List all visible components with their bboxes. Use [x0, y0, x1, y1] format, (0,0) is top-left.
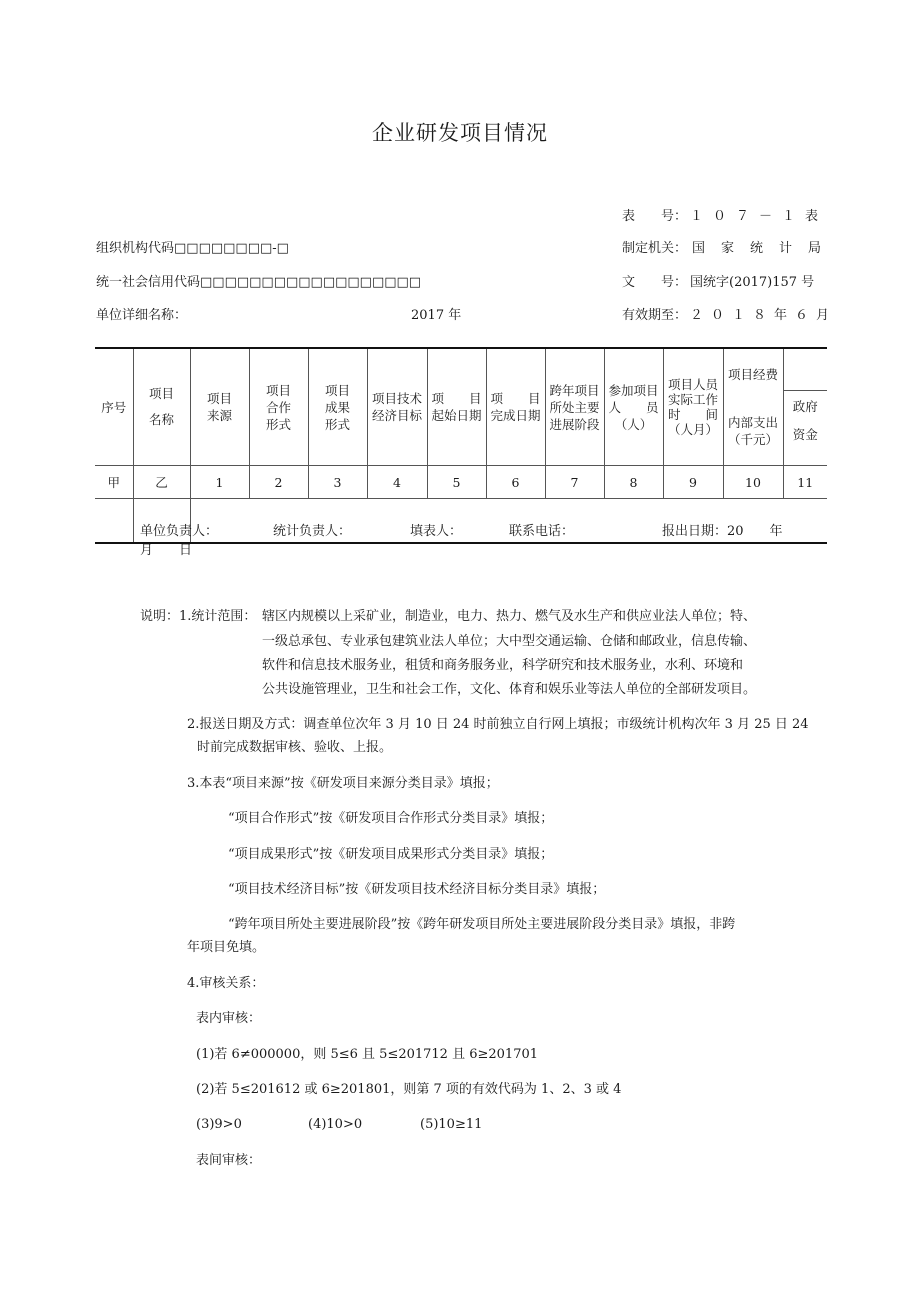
note-1-label: 说明：1.统计范围：	[140, 609, 257, 624]
note-2-line: 2.报送日期及方式：调查单位次年 3 月 10 日 24 时前独立自行网上填报；市级统计机构次年 3 月 25 日 24	[187, 717, 809, 732]
authority-value: 国家统计局	[692, 241, 838, 256]
index-cell: 2	[249, 466, 308, 499]
index-cell: 4	[367, 466, 427, 499]
check-rule-1: (1)若 6≠000000，则 5≤6 且 5≤201712 且 6≥201701	[196, 1047, 539, 1062]
unit-name-label: 单位详细名称：	[96, 308, 188, 323]
note-3-line: 3.本表“项目来源”按《研发项目来源分类目录》填报；	[187, 776, 499, 791]
form-number-value: １０７－１表	[690, 209, 829, 224]
rd-project-table	[95, 347, 827, 544]
index-cell: 8	[604, 466, 663, 499]
report-date-label: 报出日期：20 年	[662, 524, 783, 539]
authority-label: 制定机关：	[622, 241, 688, 256]
note-2-line: 时前完成数据审核、验收、上报。	[197, 740, 393, 755]
note-1-line: 一级总承包、专业承包建筑业法人单位；大中型交通运输、仓储和邮政业，信息传输、	[262, 634, 757, 649]
col-header-end-date: 项 目 完成日期	[486, 348, 545, 466]
note-1-line: 软件和信息技术服务业，租赁和商务服务业，科学研究和技术服务业，水利、环境和	[262, 658, 744, 673]
inner-check-label: 表内审核：	[196, 1011, 262, 1026]
credit-code: 统一社会信用代码□□□□□□□□□□□□□□□□□□	[96, 275, 422, 290]
index-cell: 7	[545, 466, 604, 499]
index-row	[95, 466, 827, 499]
note-3-line: “项目成果形式”按《研发项目成果形式分类目录》填报；	[228, 847, 554, 862]
filler-label: 填表人：	[410, 524, 463, 539]
valid-until-value: ２０１８年６月	[690, 308, 838, 323]
check-rule-2: (2)若 5≤201612 或 6≥201801，则第 7 项的有效代码为 1、2、3 或 4	[196, 1082, 622, 1097]
index-cell: 乙	[133, 466, 190, 499]
check-rule-4: (4)10>0	[308, 1117, 363, 1132]
gov-funds-label: 政府 资金	[792, 399, 818, 442]
report-date-month-day: 月 日	[140, 543, 193, 558]
col-header-tech-target: 项目技术 经济目标	[367, 348, 427, 466]
col-header-work-time: 项目人员 实际工作 时 间 （人月）	[663, 348, 723, 466]
doc-number-label: 文 号：	[622, 275, 688, 290]
index-cell: 1	[190, 466, 249, 499]
index-cell: 11	[783, 466, 827, 499]
header-row	[95, 348, 827, 466]
check-rule-3: (3)9>0	[196, 1117, 242, 1132]
col-header-stage: 跨年项目 所处主要 进展阶段	[545, 348, 604, 466]
stat-head-label: 统计负责人：	[273, 524, 352, 539]
note-3-line: 年项目免填。	[187, 940, 266, 955]
col-header-start-date: 项 目 起始日期	[427, 348, 486, 466]
inter-check-label: 表间审核：	[196, 1153, 262, 1168]
index-cell: 9	[663, 466, 723, 499]
col-header-cooperation: 项目 合作 形式	[249, 348, 308, 466]
internal-expense-label: 内部支出 （千元）	[727, 415, 778, 447]
form-number-label: 表 号：	[622, 209, 688, 224]
col-header-seq: 序号	[95, 348, 133, 466]
page-title: 企业研发项目情况	[372, 121, 548, 145]
index-cell: 6	[486, 466, 545, 499]
col-header-result: 项目 成果 形式	[308, 348, 367, 466]
index-cell: 甲	[95, 466, 133, 499]
col-header-name: 项目 名称	[133, 348, 190, 466]
col-header-source: 项目 来源	[190, 348, 249, 466]
entry-seq-cell[interactable]	[95, 499, 133, 544]
org-code: 组织机构代码□□□□□□□□-□	[96, 241, 289, 256]
col-header-staff: 参加项目 人 员 （人）	[604, 348, 663, 466]
index-cell: 3	[308, 466, 367, 499]
funds-label: 项目经费	[727, 367, 778, 382]
report-year: 2017 年	[411, 308, 462, 323]
note-1-line: 辖区内规模以上采矿业，制造业，电力、热力、燃气及水生产和供应业法人单位；特、	[262, 609, 757, 624]
note-3-line: “项目技术经济目标”按《研发项目技术经济目标分类目录》填报；	[228, 882, 606, 897]
note-3-line: “项目合作形式”按《研发项目合作形式分类目录》填报；	[228, 811, 554, 826]
phone-label: 联系电话：	[509, 524, 575, 539]
index-cell: 10	[723, 466, 783, 499]
col-header-gov-funds	[783, 348, 827, 466]
note-4-label: 4.审核关系：	[187, 976, 265, 991]
check-rule-5: (5)10≥11	[420, 1117, 483, 1132]
index-cell: 5	[427, 466, 486, 499]
note-3-line: “跨年项目所处主要进展阶段”按《跨年研发项目所处主要进展阶段分类目录》填报，非跨	[228, 917, 736, 932]
note-1-line: 公共设施管理业，卫生和社会工作，文化、体育和娱乐业等法人单位的全部研发项目。	[262, 682, 757, 697]
valid-until-label: 有效期至：	[622, 308, 688, 323]
doc-number-value: 国统字(2017)157 号	[690, 275, 815, 290]
unit-head-label: 单位负责人：	[140, 524, 219, 539]
col-header-funds	[723, 348, 783, 466]
